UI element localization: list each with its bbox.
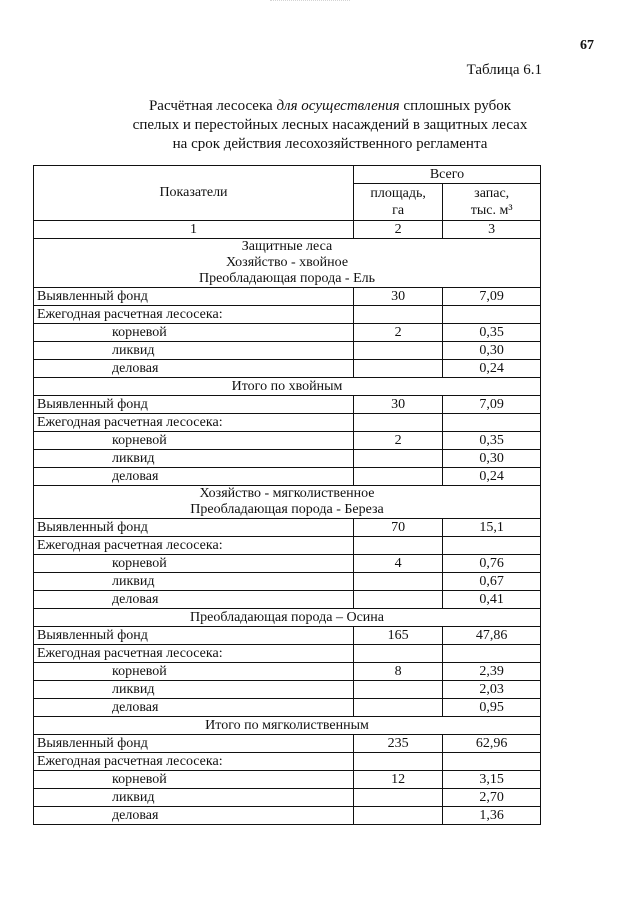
row-area [353,807,442,825]
row-area [353,591,442,609]
header-stock-unit: тыс. м³ [470,203,513,218]
row-area [353,468,442,486]
row-area: 8 [353,663,442,681]
row-area: 165 [353,627,442,645]
title-line-2: спелых и перестойных лесных насаждений в защитных лесах [132,117,528,133]
table-row [34,324,541,342]
row-label: корневой [34,324,354,342]
row-label: деловая [34,699,354,717]
row-area [353,789,442,807]
row-stock: 2,70 [443,789,541,807]
row-area [353,450,442,468]
row-area [353,342,442,360]
section-heading-row [34,486,541,519]
header-total: Всего [353,166,540,184]
row-stock [443,414,541,432]
row-label: ликвид [34,681,354,699]
row-stock: 0,67 [443,573,541,591]
column-number-1: 1 [34,221,354,239]
row-label: Выявленный фонд [34,735,354,753]
row-label: корневой [34,663,354,681]
row-label: ликвид [34,789,354,807]
row-label: корневой [34,771,354,789]
row-stock: 0,24 [443,468,541,486]
row-label: ликвид [34,450,354,468]
header-stock [443,184,541,221]
page-number: 67 [580,38,594,53]
section-heading [34,239,541,288]
row-area [353,360,442,378]
table-row [34,573,541,591]
row-stock: 7,09 [443,396,541,414]
scan-artifact [270,0,350,9]
row-label: Ежегодная расчетная лесосека: [34,753,354,771]
section-heading [34,609,541,627]
table-row [34,591,541,609]
row-area [353,681,442,699]
table-row [34,771,541,789]
title-suffix: сплошных рубок [399,98,512,114]
row-stock: 0,24 [443,360,541,378]
column-number-row [34,221,541,239]
section-heading-line: Итого по мягколиственным [205,718,369,733]
table-row [34,414,541,432]
section-heading-line: Защитные леса [241,239,333,254]
row-label: Выявленный фонд [34,396,354,414]
table-row [34,432,541,450]
header-area [353,184,442,221]
row-stock: 0,35 [443,324,541,342]
row-area: 4 [353,555,442,573]
table-row [34,735,541,753]
row-stock: 15,1 [443,519,541,537]
row-stock [443,537,541,555]
row-stock [443,306,541,324]
row-area [353,699,442,717]
table-label: Таблица 6.1 [466,62,542,78]
table-row [34,699,541,717]
row-stock: 3,15 [443,771,541,789]
row-stock [443,753,541,771]
row-area [353,414,442,432]
row-stock: 0,30 [443,342,541,360]
table-row [34,789,541,807]
row-stock: 2,39 [443,663,541,681]
row-label: деловая [34,591,354,609]
row-area: 12 [353,771,442,789]
row-label: ликвид [34,573,354,591]
row-label: корневой [34,555,354,573]
row-label: корневой [34,432,354,450]
row-stock: 47,86 [443,627,541,645]
row-label: деловая [34,807,354,825]
table-row [34,288,541,306]
row-area: 30 [353,288,442,306]
row-label: Выявленный фонд [34,288,354,306]
section-heading-line: Преобладающая порода - Ель [198,271,376,286]
section-heading-line: Преобладающая порода - Береза [190,502,384,517]
table-row [34,396,541,414]
table-row [34,450,541,468]
row-stock [443,645,541,663]
row-area: 2 [353,432,442,450]
table-row [34,645,541,663]
section-heading-line: Хозяйство - мягколиственное [199,486,375,501]
row-stock: 2,03 [443,681,541,699]
section-heading-line: Итого по хвойным [231,379,343,394]
table-row [34,663,541,681]
row-label: Ежегодная расчетная лесосека: [34,537,354,555]
row-stock: 0,95 [443,699,541,717]
title-prefix: Расчётная лесосека [148,98,277,114]
header-area-label: площадь, [370,186,426,201]
row-area: 70 [353,519,442,537]
header-row-1 [34,166,541,184]
title-line-1 [60,97,600,116]
row-stock: 0,41 [443,591,541,609]
table-row [34,360,541,378]
row-area: 235 [353,735,442,753]
section-heading-row [34,239,541,288]
row-stock: 0,30 [443,450,541,468]
row-stock: 1,36 [443,807,541,825]
section-heading-row [34,609,541,627]
row-area [353,573,442,591]
section-heading-row [34,717,541,735]
row-area [353,753,442,771]
row-area [353,306,442,324]
table-title [60,97,600,154]
header-indicators: Показатели [34,166,354,221]
row-stock: 62,96 [443,735,541,753]
row-area [353,645,442,663]
table-row [34,468,541,486]
table-row [34,681,541,699]
section-heading [34,717,541,735]
row-label: деловая [34,360,354,378]
row-area: 2 [353,324,442,342]
section-heading-line: Хозяйство - хвойное [225,255,349,270]
row-label: деловая [34,468,354,486]
row-stock: 0,76 [443,555,541,573]
section-heading-row [34,378,541,396]
table-row [34,753,541,771]
row-area: 30 [353,396,442,414]
cutting-area-table [33,165,541,825]
row-label: ликвид [34,342,354,360]
table-row [34,555,541,573]
row-label: Ежегодная расчетная лесосека: [34,306,354,324]
table-row [34,342,541,360]
header-area-unit: га [392,203,405,218]
section-heading-line: Преобладающая порода – Осина [190,610,384,625]
column-number-2: 2 [353,221,442,239]
section-heading [34,486,541,519]
row-stock: 0,35 [443,432,541,450]
title-italic: для осуществления [276,98,400,114]
table-row [34,519,541,537]
table-row [34,807,541,825]
table-row [34,306,541,324]
row-label: Выявленный фонд [34,627,354,645]
title-line-3: на срок действия лесохозяйственного регламента [172,136,488,152]
row-stock: 7,09 [443,288,541,306]
row-area [353,537,442,555]
table-row [34,537,541,555]
row-label: Ежегодная расчетная лесосека: [34,414,354,432]
row-label: Выявленный фонд [34,519,354,537]
row-label: Ежегодная расчетная лесосека: [34,645,354,663]
header-stock-label: запас, [474,186,510,201]
column-number-3: 3 [443,221,541,239]
table-row [34,627,541,645]
section-heading [34,378,541,396]
